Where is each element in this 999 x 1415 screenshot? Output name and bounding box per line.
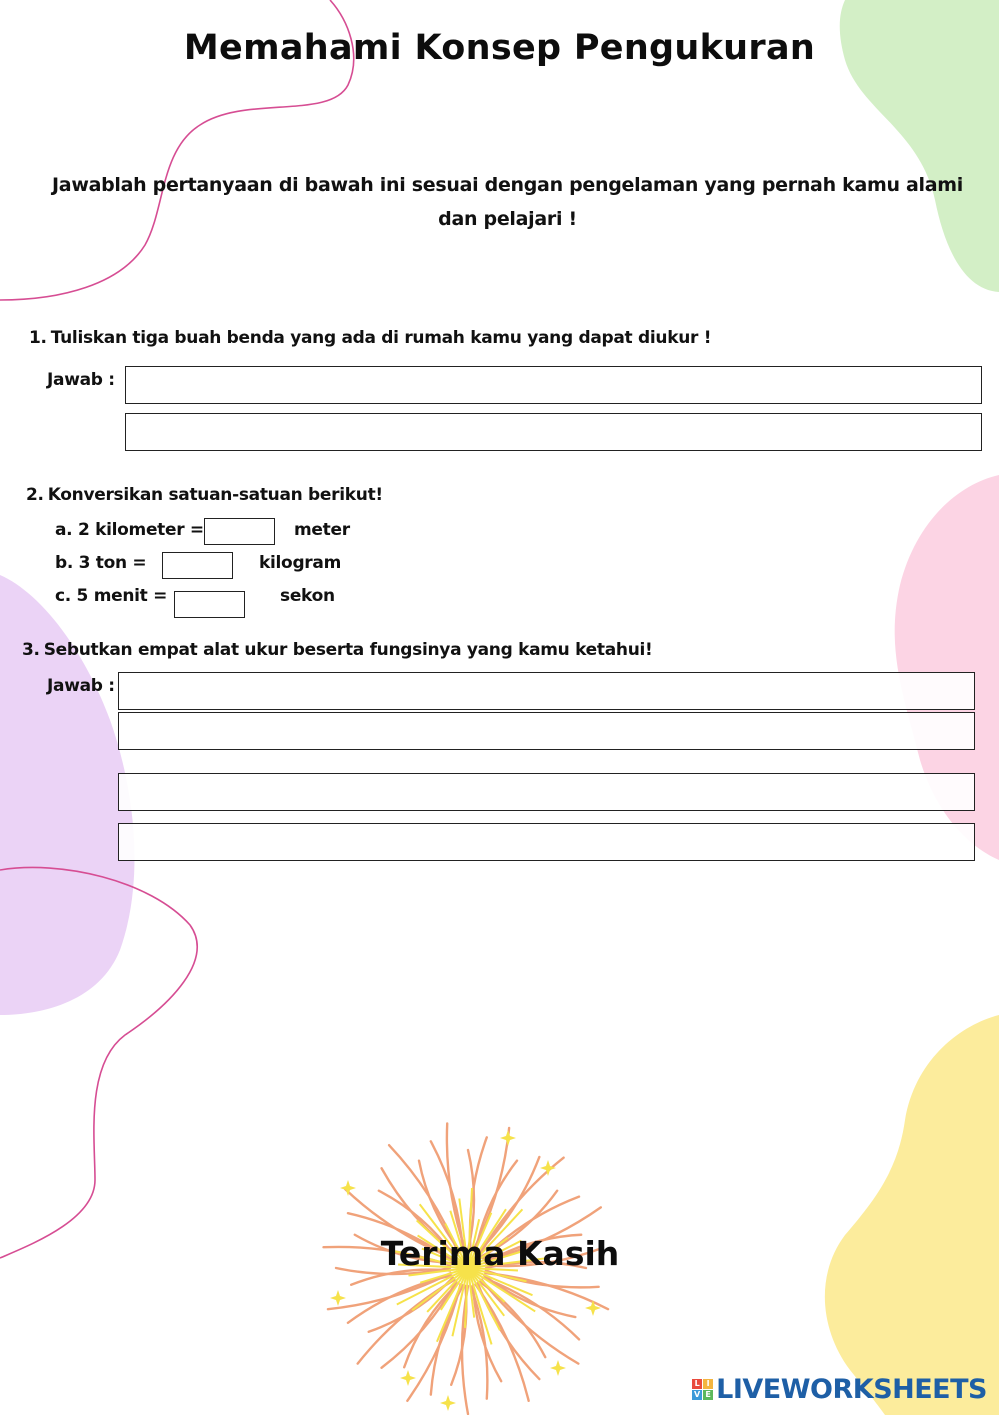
yellow-blob (825, 1015, 999, 1415)
question-1-answer-label: Jawab : (47, 370, 115, 390)
conversion-b-input[interactable] (162, 552, 233, 579)
question-1-text: Tuliskan tiga buah benda yang ada di rumah kamu yang dapat diukur ! (50, 328, 712, 348)
closing-text: Terima Kasih (380, 1234, 620, 1273)
conversion-c-input[interactable] (174, 591, 245, 618)
liveworksheets-brand[interactable] (692, 1374, 987, 1405)
question-1-number: 1. (29, 328, 47, 348)
conversion-b-label: b. 3 ton = (55, 553, 147, 573)
question-1-answer-1[interactable] (125, 366, 982, 404)
instruction-text: Jawablah pertanyaan di bawah ini sesuai dengan pengelaman yang pernah kamu alami dan pelajari ! (52, 174, 963, 230)
conversion-a-input[interactable] (204, 518, 275, 545)
firework-ray (369, 1278, 453, 1332)
firework-sparkle (540, 1160, 556, 1176)
page-title: Memahami Konsep Pengukuran (183, 28, 816, 68)
question-3-answer-3[interactable] (118, 773, 975, 811)
conversion-a-unit: meter (294, 520, 350, 540)
firework-sparkle (585, 1300, 601, 1316)
logo-letter-l: L (692, 1379, 702, 1389)
firework-sparkle (550, 1360, 566, 1376)
question-3-answer-4[interactable] (118, 823, 975, 861)
conversion-b-unit: kilogram (259, 553, 341, 573)
logo-letter-i: I (703, 1379, 713, 1389)
firework-sparkle (330, 1290, 346, 1306)
question-2 (26, 485, 383, 505)
question-3-number: 3. (22, 640, 40, 660)
firework-ray (348, 1275, 452, 1322)
conversion-c-label: c. 5 menit = (55, 586, 168, 606)
firework-sparkle (340, 1180, 356, 1196)
question-2-number: 2. (26, 485, 44, 505)
question-3-answer-2[interactable] (118, 712, 975, 750)
liveworksheets-name: LIVEWORKSHEETS (716, 1374, 987, 1405)
question-1 (29, 328, 711, 348)
question-3-answer-label: Jawab : (47, 676, 115, 696)
question-3-text: Sebutkan empat alat ukur beserta fungsinya yang kamu ketahui! (43, 640, 653, 660)
question-1-answer-2[interactable] (125, 413, 982, 451)
question-3 (22, 640, 652, 660)
firework-sparkle (440, 1395, 456, 1411)
conversion-a-label: a. 2 kilometer = (55, 520, 204, 540)
question-2-text: Konversikan satuan-satuan berikut! (47, 485, 383, 505)
firework-sparkle (500, 1130, 516, 1146)
logo-letter-v: V (694, 1390, 701, 1399)
firework-sparkle (400, 1370, 416, 1386)
liveworksheets-logo-icon (692, 1379, 713, 1400)
logo-letter-e: E (703, 1390, 713, 1400)
question-3-answer-1[interactable] (118, 672, 975, 710)
conversion-c-unit: sekon (280, 586, 335, 606)
